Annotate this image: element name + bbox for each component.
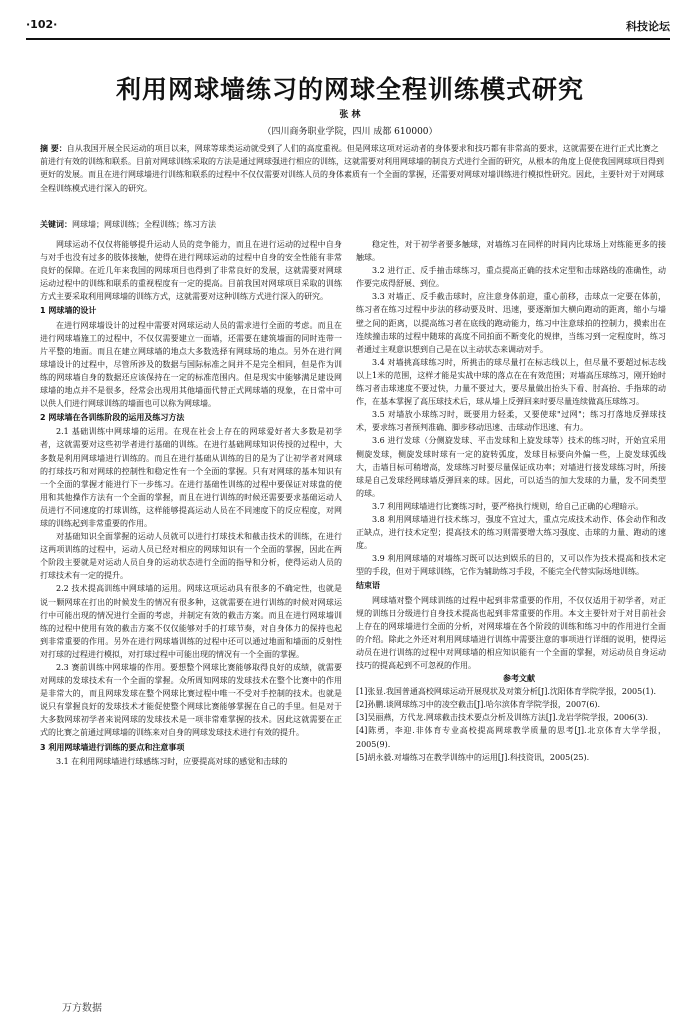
section-heading: 结束语 xyxy=(356,581,380,591)
column-name: 科技论坛 xyxy=(626,20,670,33)
reference-entry: [2]孙鹏.谈网球练习中的凌空截击[J].哈尔滨体育学院学报，2007(6). xyxy=(356,700,601,710)
abstract-label: 摘 要： xyxy=(40,144,67,153)
keywords xyxy=(40,219,666,230)
page-number: ·102· xyxy=(26,18,58,31)
abstract xyxy=(40,142,666,195)
section-heading: 1 网球墙的设计 xyxy=(40,306,97,316)
body-paragraph: 在进行网球墙设计的过程中需要对网球运动人员的需求进行全面的考虑。而且在进行网球墙施工的过程中，不仅仅需要建立一面墙，还需要在建筑墙面的同时连带一片平整的地面。而且在建立网球墙的地点大多数选择有网球场的地点。另外在进行网球墙设计的过程中，尽管所涉及的数据与国际标准之间并不是完全相同，但是作为训练的网球墙自身的数据还应该保持在一定的标准范围内。但是现实中能够满足建设网球墙的地点并不是很多，经常会出现用其他墙面代替正式网球墙的现象，在日常中可以供人们进行网球训练的墙面也可以称为网球墙。 xyxy=(40,320,342,409)
body-paragraph: 稳定性，对于初学者要多触球，对墙练习在同样的时间内比球场上对练能更多的接触球。 xyxy=(356,240,666,263)
body-paragraph: 3.6 进行发球（分侧旋发球、平击发球和上旋发球等）技术的练习时，开始宜采用侧旋发球，侧旋发球时球有一定的旋转弧度，发球目标要向外偏一些，上旋发球弧线大，击墙目标可稍增高，发球练习时要尽量保证成功率；对墙进行接发球练习时，所接球是自己发球经网球墙反弹回来的球。因此，可以适当的加大发球的力量，发不同类型的球。 xyxy=(356,436,666,498)
body-paragraph: 2.2 技术提高训练中网球墙的运用。网球这项运动具有很多的不确定性，也就是说一颗网球在打出的时候发生的情况有很多种，这就需要在进行训练的时候对网球运行中可能出现的情况进行全面的考虑，并制定有效的截击方案。而且在进行网球墙训练的过程中使用有效的截击方案不仅仅能够对手的打球节奏，对自身体力的保持也起到非常重要的作用。另外在进行网球墙训练的过程中还可以通过地面和墙面的反射性对打球的过程进行模拟，对打球过程中可能出现的情况有一个全面的掌握。 xyxy=(40,584,342,659)
section-heading: 3 利用网球墙进行训练的要点和注意事项 xyxy=(40,742,185,752)
abstract-text: 自从我国开展全民运动的项目以来，网球等球类运动就受到了人们的高度重视。但是网球这项对运动者的身体要求和技巧都有非常高的要求，这就需要在进行正式比赛之前进行有效的训练和联系。目前对网球训练采取的方法是通过网球强进行相应的训练，这就需要对利用网球墙的制良方式进行全面的研究，从根本的角度上促使我国网球项目得到更好的发展。而且在进行网球墙进行训练和联系的过程中不仅仅需要对训练人员的身体素质有一个全面的掌握，还需要对网球对墙训练进行模拟性研究。因此，主要针对于对网球全程训练模式进行深入的研究。 xyxy=(40,144,664,193)
body-paragraph: 2.1 基础训练中网球墙的运用。在现在社会上存在的网球爱好者大多数是初学者，这就需要对这些初学者进行基础的训练。在进行基础网球知识传授的过程中，大多数是利用网球墙进行训练的。而且在进行基础从训练的目的是为了让初学者对网球的打球技巧和对网球的控制性和稳定性有一个全面的掌握。只有对网球的基本知识有一个全面的掌握才能进行下一步练习。在进行基础性训练的过程中要保证对球盘的使用和其他操作方法有一个全面的掌握，而且在进行训练的时候还需要要求基础运动人员进行不同速度的打球训练，这样能够提高运动人员在不同速度下的反应程度，对网球的训练起到非常重要的作用。 xyxy=(40,427,342,528)
body-paragraph: 对基础知识全面掌握的运动人员就可以进行打球技术和截击技术的训练，在进行这两项训练的过程中，运动人员已经对相应的网球知识有一个全面的掌握，因此在两个阶段主要就是对运动人员自身的运动状态进行全面的指导和分析，使得运动人员的打球技术有一定的提升。 xyxy=(40,532,342,581)
keywords-label: 关键词： xyxy=(40,219,72,229)
references-heading: 参考文献 xyxy=(503,674,535,684)
body-paragraph: 网球运动不仅仅将能够提升运动人员的竞争能力，而且在进行运动的过程中自身与对手也没有过多的肢体接触，使得在进行网球运动的过程中自身的安全性能有非常良好的保障。在近几年来我国的网球项目也得到了非常良好的发展，这就需要对网球运动过程中的训练和联系的重视程度有一定的提高。目前我国对网球项目采取的训练方式主要采取利用网球墙的训练方式，这就需要对这种训练方式进行深入的研究。 xyxy=(40,240,342,302)
reference-entry: [3]吴丽燕，方代龙.网球截击技术要点分析及训练方法[J].龙岩学院学报，2006(3). xyxy=(356,713,649,723)
author-name: 张 林 xyxy=(339,110,361,120)
database-watermark: 万方数据 xyxy=(62,1003,102,1014)
body-paragraph: 3.4 对墙挑高球练习时，所挑击的球尽量打在标志线以上，但尽量不要超过标志线以上1米的范围，这样才能是实战中球的落点在在有效范围；对墙高压球练习，刚开始时练习者击球速度不要过快，力量不要过大，要尽量做出抬头下看、肘高抬、手指球的动作，在基本掌握了高压球技术后，球从墙上反弹回来时要尽量连续做高压球练习。 xyxy=(356,357,666,407)
body-paragraph: 3.3 对墙正、反手截击球时，应注意身体前迎，重心前移，击球点一定要在体前，练习者在练习过程中步法的移动要及时、迅速，要逐渐加大横向跑动的距离，缩小与墙壁之间的距离，以提高练习者在底线的跑动能力，练习中注意球拍的控制力，摸索出在连续撞击球的过程中随球的高度不同拍面不断变化的规律，当练习到一定程度时，练习者通过主观意识想到自己是在以主动状态来调动对手。 xyxy=(356,292,666,354)
reference-entry: [5]胡永毅.对墙练习在教学训练中的运用[J].科技资讯，2005(25). xyxy=(356,752,590,762)
reference-entry: [4]陈勇，李迎.非体育专业高校提高网球教学质量的思考[J].北京体育大学学报，2005(9). xyxy=(356,726,666,749)
body-paragraph: 3.5 对墙放小球练习时，既要用力轻柔，又要使球"过网"；练习打落地反弹球技术，要求练习者预判准确、脚步移动迅速、击球动作迅速、有力。 xyxy=(356,410,666,433)
body-paragraph: 3.1 在利用网球墙进行球感练习时，应要提高对球的感觉和击球的 xyxy=(56,756,288,766)
article-title: 利用网球墙练习的网球全程训练模式研究 xyxy=(115,75,584,104)
body-paragraph: 3.9 利用网球墙的对墙练习既可以达到娱乐的目的，又可以作为技术提高和技术定型的手段，但对于网球训练，它作为辅助练习手段，不能完全代替实际场地训练。 xyxy=(356,554,666,577)
body-paragraph: 网球墙对整个网球训练的过程中起到非常重要的作用，不仅仅适用于初学者，对正规的训练日分级进行自身技术提高也起到非常重要的作用。本文主要针对于对目前社会上存在的网球墙进行全面的分析，对网球墙在各个阶段的训练和练习中的作用进行全面的介绍。除此之外还对利用网球墙进行训练中需要注意的事项进行详细的说明，使得运动员在进行训练的过程中对网球墙的相应知识能有一个全面的掌握，对运动员自身运动技巧的提高起到不可忽视的作用。 xyxy=(356,595,666,670)
author-affiliation: （四川商务职业学院，四川 成都 610000） xyxy=(262,127,438,137)
reference-entry: [1]张显.我国普通高校网球运动开展现状及对策分析[J].沈阳体育学院学报，2005(1). xyxy=(356,687,657,697)
body-paragraph: 3.8 利用网球墙进行技术练习，强度不宜过大，重点完成技术动作、体会动作和改正缺点，进行技术定型；提高技术的练习则需要增大练习强度、击球的力量、跑动的速度。 xyxy=(356,514,666,551)
body-paragraph: 3.7 利用网球墙进行比赛练习时，要严格执行规则，给自己正确的心理暗示。 xyxy=(372,501,644,511)
body-paragraph: 2.3 赛前训练中网球墙的作用。要想整个网球比赛能够取得良好的成绩，就需要对网球的发球技术有一个全面的掌握。众所周知网球的发球技术在整个比赛中的作用是非常大的，而且网球发球在整个网球比赛过程中唯一不受对手控制的技术。也就是说只有掌握良好的发球技术才能促使整个网球比赛能够掌握在自己的手里。但是对于大多数网球初学者来说网球的发球技术是一项非常难掌握的技术。因此这就需要在正式的比赛之前通过网球墙的训练来对自身的网球发球技术进行有效的提升。 xyxy=(40,663,342,738)
right-column xyxy=(356,238,666,764)
body-paragraph: 3.2 进行正、反手抽击球练习，重点提高正确的技术定型和击球路线的准确性，动作要完成得舒展、到位。 xyxy=(356,266,666,289)
left-column xyxy=(40,238,342,768)
running-header xyxy=(26,16,670,40)
keywords-text: 网球墙；网球训练；全程训练；练习方法 xyxy=(72,220,216,229)
section-heading: 2 网球墙在各训练阶段的运用及练习方法 xyxy=(40,413,185,423)
